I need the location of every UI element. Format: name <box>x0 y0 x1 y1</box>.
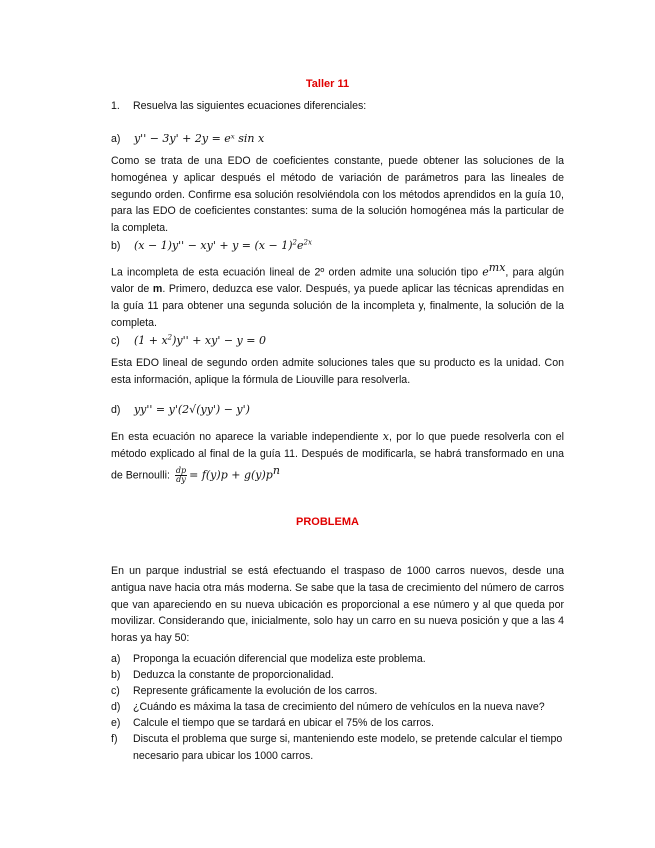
question-1 <box>111 100 366 112</box>
problem-list-item-mark: f) <box>111 733 118 745</box>
problem-list-item-text: Discuta el problema que surge si, manteniendo este modelo, se pretende calcular el tiempo necesario para ubicar los 1000 carros. <box>133 733 563 762</box>
item-c-equation-line <box>111 333 266 347</box>
item-b-label: b) <box>111 239 121 252</box>
item-d-label: d) <box>111 404 121 416</box>
item-d-equation-line <box>111 403 250 416</box>
item-a-label: a) <box>111 133 121 145</box>
item-a-paragraph: Como se trata de una EDO de coeficientes constante, puede obtener las soluciones de la homogénea y aplicar después el método de variación de parámetros para las lineales de segundo orden. Confirme esa solución resolviéndola con los métodos aprendidos en la guía 10, para las EDO de coeficientes constantes: suma de la solución homogénea más la particular de la completa. <box>111 155 564 235</box>
problem-intro: En un parque industrial se está efectuando el traspaso de 1000 carros nuevos, desde una antigua nave hacia otra más moderna. Se sabe que la tasa de crecimiento del número de carros que van apareciendo en su nueva ubicación es proporcional a ese número y al que queda por movilizar. Considerando que, inicialmente, solo hay un carro en su nueva posición y que a las 4 horas ya hay 50: <box>111 565 564 645</box>
item-a-equation: y'' − 3y' + 2y = eˣ sin x <box>133 132 265 145</box>
item-a-equation-line <box>111 132 264 145</box>
item-b-equation-line <box>111 238 312 252</box>
question-text: Resuelva las siguientes ecuaciones diferenciales: <box>133 100 367 112</box>
problem-list-item-text: Represente gráficamente la evolución de los carros. <box>133 685 378 697</box>
problem-list-item-mark: a) <box>111 653 121 665</box>
problem-list-item-mark: b) <box>111 669 121 681</box>
page-title: Taller 11 <box>305 78 350 90</box>
problem-list-item-mark: e) <box>111 717 121 729</box>
problem-list-item-text: Deduzca la constante de proporcionalidad. <box>133 669 334 681</box>
problem-list-item-text: Calcule el tiempo que se tardará en ubicar el 75% de los carros. <box>133 717 434 729</box>
item-b-equation: $(x - 1)y'' - xy' + y = (x - 1)^2e^{2x}$ <box>133 238 312 252</box>
problem-list-item-mark: c) <box>111 685 120 697</box>
problem-list-item-text: Proponga la ecuación diferencial que modeliza este problema. <box>133 653 426 665</box>
item-b-paragraph: La incompleta de esta ecuación lineal de 2º orden admite una solución tipo $e^{mx}$, para algún valor de m. Primero, deduzca ese valor. Después, ya puede aplicar las técnicas aprendidas en la guía 11 para obtener una segunda solución de la incompleta y, finalmente, la solución de la completa. <box>111 261 564 329</box>
problem-heading: PROBLEMA <box>296 516 359 528</box>
problem-list-item-text: ¿Cuándo es máxima la tasa de crecimiento del número de vehículos en la nueva nave? <box>133 701 545 713</box>
item-c-label: c) <box>111 334 120 347</box>
problem-list-item-mark: d) <box>111 701 121 713</box>
item-c-paragraph: Esta EDO lineal de segundo orden admite soluciones tales que su producto es la unidad. Con esta información, aplique la fórmula de Liouville para resolverla. <box>111 357 564 386</box>
item-d-paragraph: En esta ecuación no aparece la variable independiente x, por lo que puede resolverla con el método explicado al final de la guía 11. Después de modificarla, se habrá transformado en una de Bernoulli: $\frac{dp}{dy}$ = $f(y)p + g(y)p^n$ <box>111 430 564 484</box>
item-d-equation: yy'' = y'(2√(yy') − y') <box>133 403 250 416</box>
item-c-equation: $(1 + x^2)y'' + xy' - y = 0$ <box>133 333 266 347</box>
item-d-fraction: $\frac{dp}{dy}$ <box>175 465 187 484</box>
question-number: 1. <box>111 100 120 112</box>
